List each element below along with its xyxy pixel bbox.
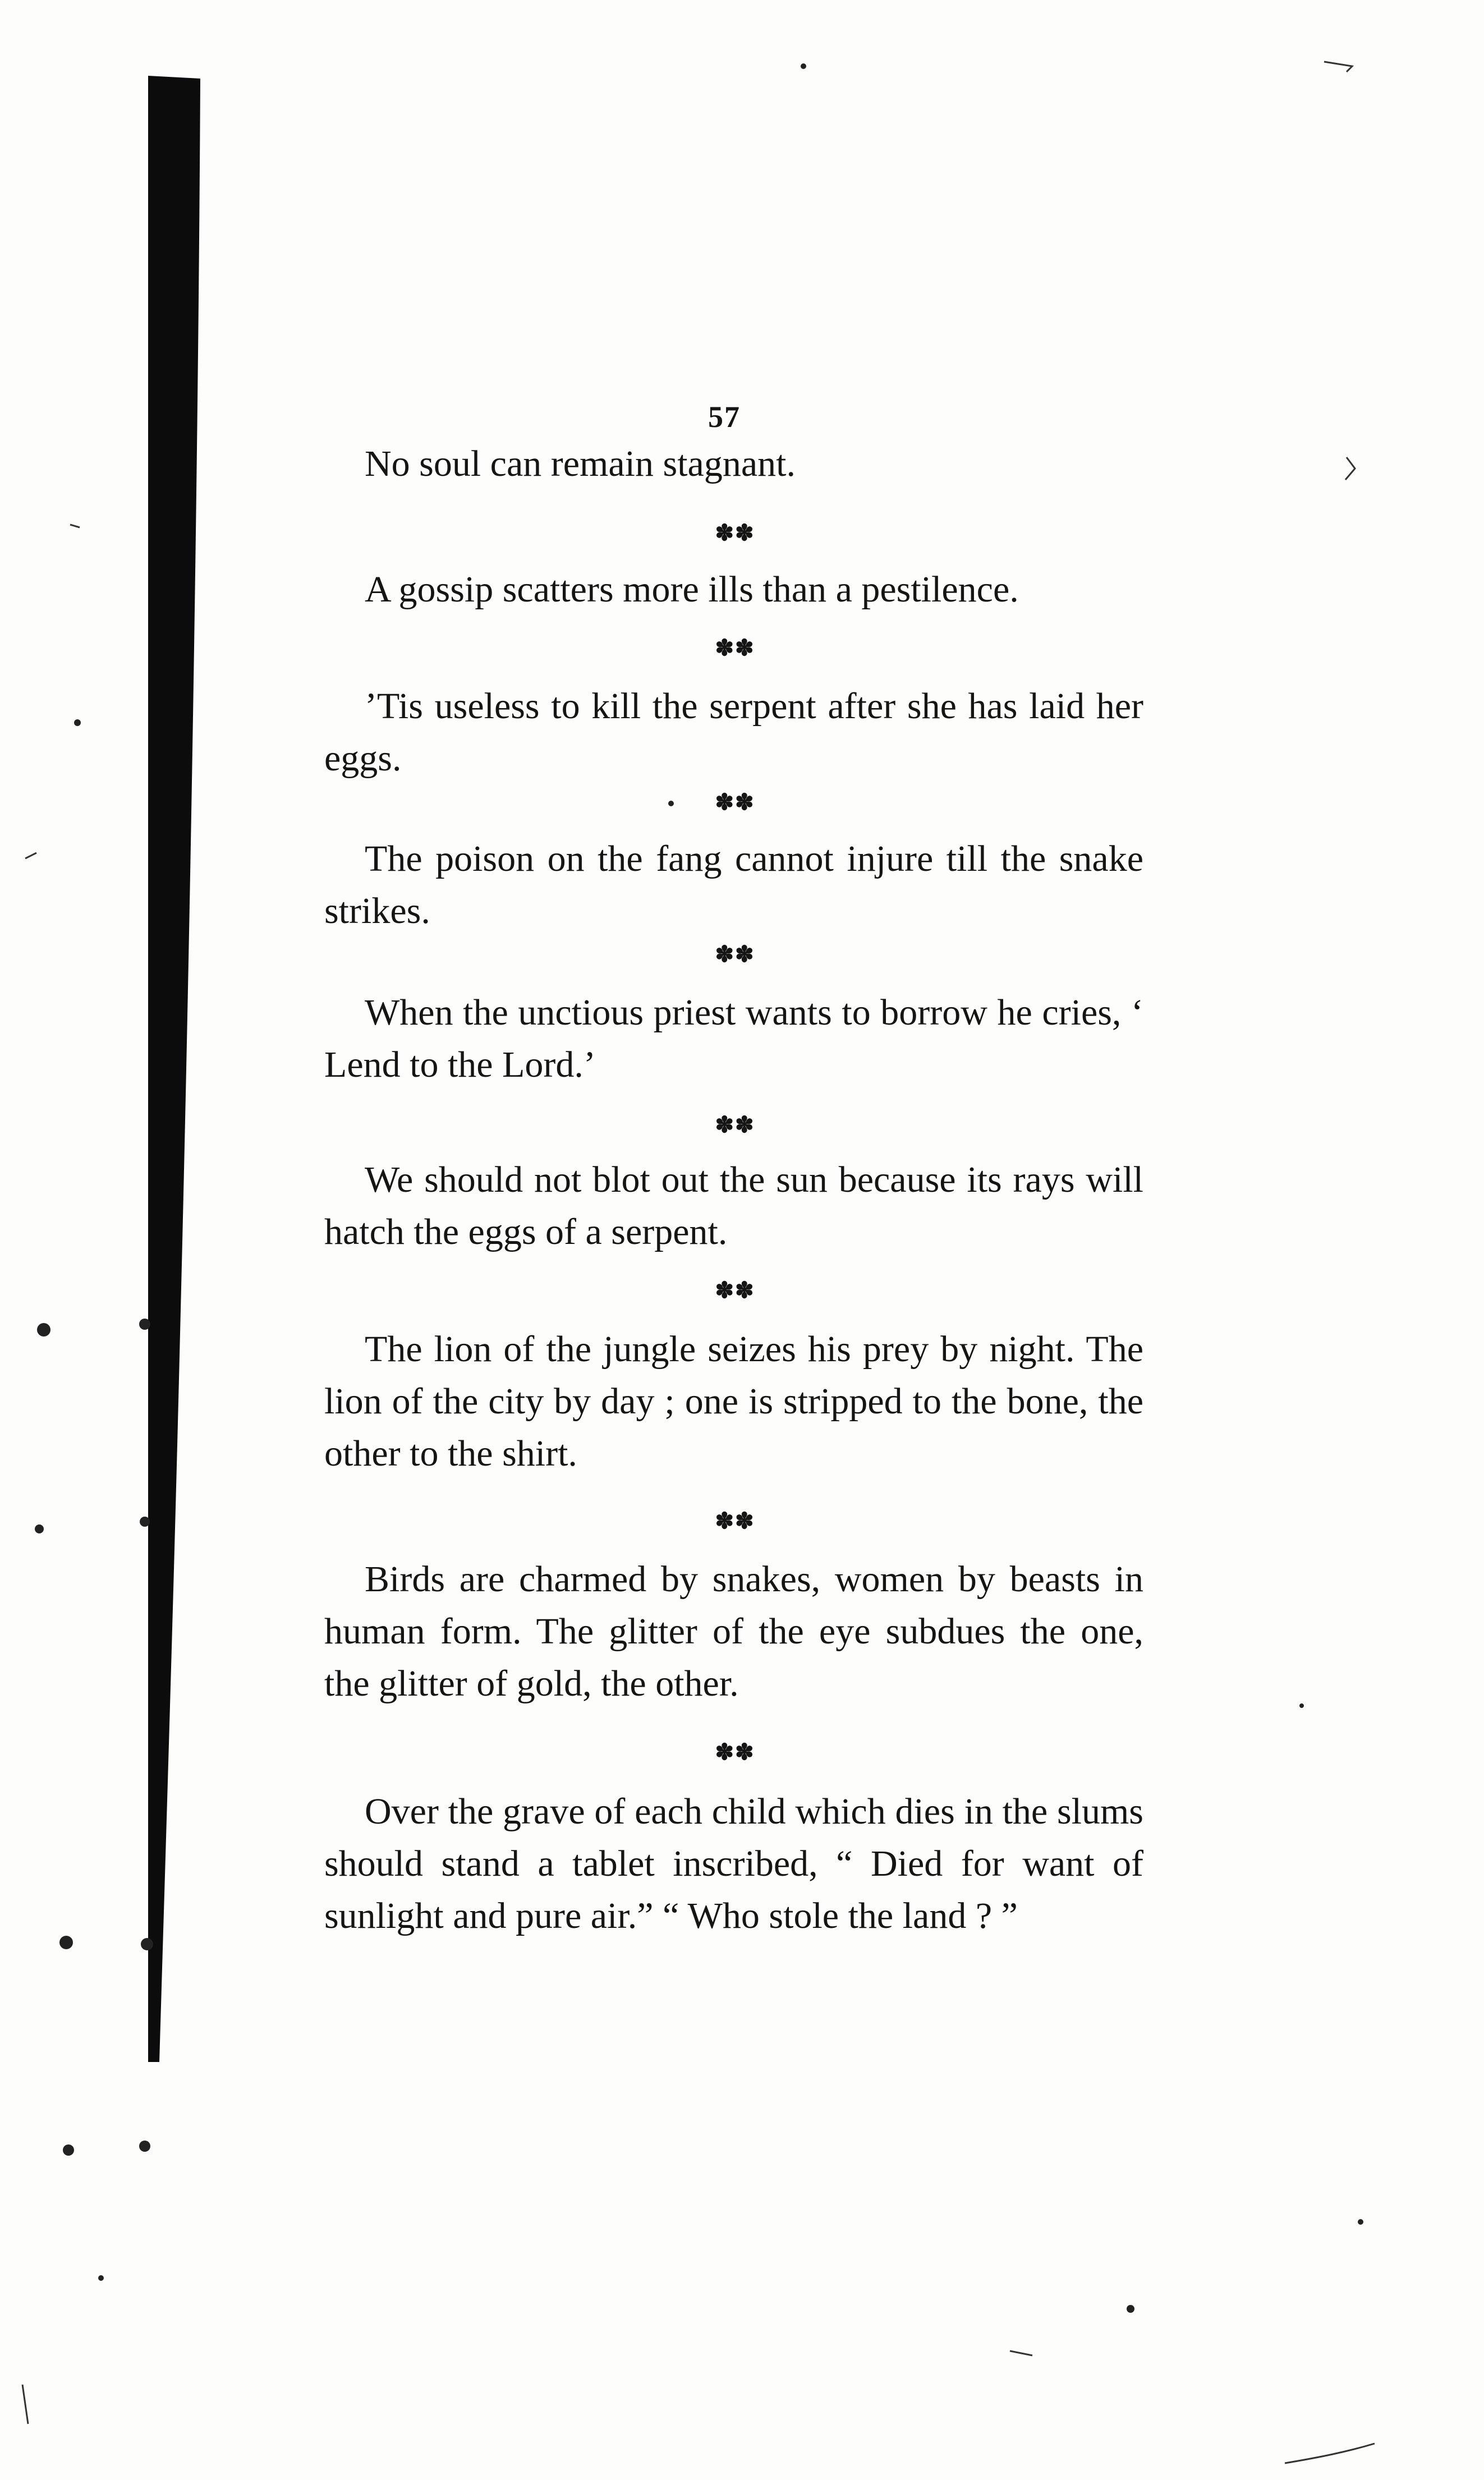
separator-4: ✽✽ bbox=[715, 942, 755, 967]
aphorism-8: Birds are charmed by snakes, women by beasts in human form. The glitter of the eye subdues the one, the glitter of gold, the other. bbox=[324, 1559, 1143, 1704]
separator-2: ✽✽ bbox=[715, 635, 755, 660]
aphorism-2: A gossip scatters more ills than a pestilence. bbox=[365, 569, 1019, 610]
aphorism-7: The lion of the jungle seizes his prey by night. The lion of the city by day ; one is stripped to the bone, the other to the shirt. bbox=[324, 1329, 1143, 1474]
aphorism-4: The poison on the fang cannot injure till the snake strikes. bbox=[324, 838, 1143, 931]
aphorism-5: When the unctious priest wants to borrow he cries, ‘ Lend to the Lord.’ bbox=[324, 992, 1143, 1085]
separator-1: ✽✽ bbox=[715, 520, 755, 545]
separator-5: ✽✽ bbox=[715, 1112, 755, 1137]
aphorism-3: ’Tis useless to kill the serpent after she has laid her eggs. bbox=[324, 686, 1143, 779]
separator-6: ✽✽ bbox=[715, 1278, 755, 1303]
aphorism-6: We should not blot out the sun because its rays will hatch the eggs of a serpent. bbox=[324, 1159, 1143, 1252]
separator-8: ✽✽ bbox=[715, 1739, 755, 1765]
page-number: 57 bbox=[708, 400, 741, 434]
separator-7: ✽✽ bbox=[715, 1508, 755, 1533]
separator-3: ✽✽ bbox=[715, 789, 755, 815]
aphorism-9: Over the grave of each child which dies in the slums should stand a tablet inscribed, “ Died for want of sunlight and pure air.” “ Who stole the land ? ” bbox=[324, 1791, 1143, 1936]
aphorism-1: No soul can remain stagnant. bbox=[365, 443, 796, 484]
